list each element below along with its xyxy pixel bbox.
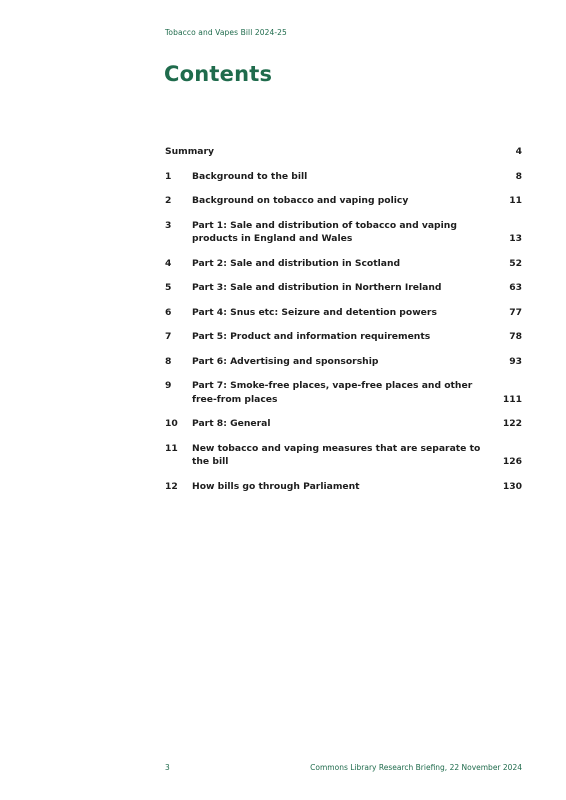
toc-entry-page: 130 <box>502 480 522 492</box>
toc-entry-number: 4 <box>165 257 172 269</box>
toc-entry-number: 1 <box>165 170 172 182</box>
toc-entry-number: 8 <box>165 355 172 367</box>
toc-entry-4[interactable] <box>165 257 522 271</box>
toc-entry-12[interactable] <box>165 480 522 494</box>
toc-entry-number: 6 <box>165 306 172 318</box>
toc-entry-6[interactable] <box>165 306 522 320</box>
toc-entry-number: 2 <box>165 195 172 206</box>
table-of-contents <box>165 145 522 493</box>
toc-entry-title: Part 3: Sale and distribution in Northern Ireland <box>192 282 442 293</box>
toc-entry-page: 126 <box>502 456 522 467</box>
toc-entry-page: 78 <box>509 331 522 342</box>
toc-entry-title: Part 1: Sale and distribution of tobacco and vaping products in England and Wales <box>192 219 457 244</box>
toc-entry-title: Background to the bill <box>192 170 308 182</box>
toc-entry-2[interactable] <box>165 194 522 208</box>
toc-entry-page: 93 <box>509 355 522 367</box>
toc-entry-title: Part 2: Sale and distribution in Scotland <box>192 257 401 269</box>
toc-entry-title: Background on tobacco and vaping policy <box>192 195 409 206</box>
toc-entry-number: 5 <box>165 282 172 293</box>
toc-entry-page: 122 <box>502 418 522 429</box>
toc-entry-title: New tobacco and vaping measures that are separate to the bill <box>192 442 481 467</box>
toc-entry-summary[interactable] <box>165 145 522 159</box>
toc-entry-page: 111 <box>502 393 522 405</box>
toc-entry-7[interactable] <box>165 330 522 344</box>
toc-entry-page: 63 <box>509 282 522 293</box>
toc-entry-title: Summary <box>165 146 215 157</box>
toc-entry-9[interactable] <box>165 379 522 406</box>
toc-entry-number: 7 <box>165 331 172 342</box>
toc-entry-1[interactable] <box>165 170 522 184</box>
toc-entry-number: 3 <box>165 219 172 231</box>
toc-entry-page: 11 <box>509 195 522 206</box>
toc-entry-page: 52 <box>509 257 522 269</box>
toc-entry-title: Part 7: Smoke-free places, vape-free places and other free-from places <box>192 380 473 405</box>
toc-entry-page: 77 <box>509 306 522 318</box>
toc-entry-title: Part 4: Snus etc: Seizure and detention powers <box>192 306 437 318</box>
toc-entry-number: 11 <box>165 442 178 454</box>
toc-entry-title: How bills go through Parliament <box>192 480 360 492</box>
toc-entry-number: 12 <box>165 480 178 492</box>
toc-entry-title: Part 8: General <box>192 418 271 429</box>
toc-entry-11[interactable] <box>165 442 522 469</box>
running-footer <box>165 763 522 772</box>
footer-page-number: 3 <box>165 763 170 772</box>
toc-entry-3[interactable] <box>165 219 522 246</box>
toc-entry-number: 9 <box>165 380 172 391</box>
page-title: Contents <box>164 62 273 86</box>
footer-publication: Commons Library Research Briefing, 22 November 2024 <box>310 763 522 772</box>
toc-entry-title: Part 6: Advertising and sponsorship <box>192 355 379 367</box>
running-header: Tobacco and Vapes Bill 2024-25 <box>165 28 287 37</box>
toc-entry-8[interactable] <box>165 355 522 369</box>
toc-entry-title: Part 5: Product and information requirements <box>192 331 431 342</box>
toc-entry-number: 10 <box>165 418 178 429</box>
toc-entry-page: 13 <box>509 233 522 244</box>
toc-entry-page: 8 <box>515 170 522 182</box>
toc-entry-10[interactable] <box>165 417 522 431</box>
toc-entry-5[interactable] <box>165 281 522 295</box>
toc-entry-page: 4 <box>515 146 522 157</box>
